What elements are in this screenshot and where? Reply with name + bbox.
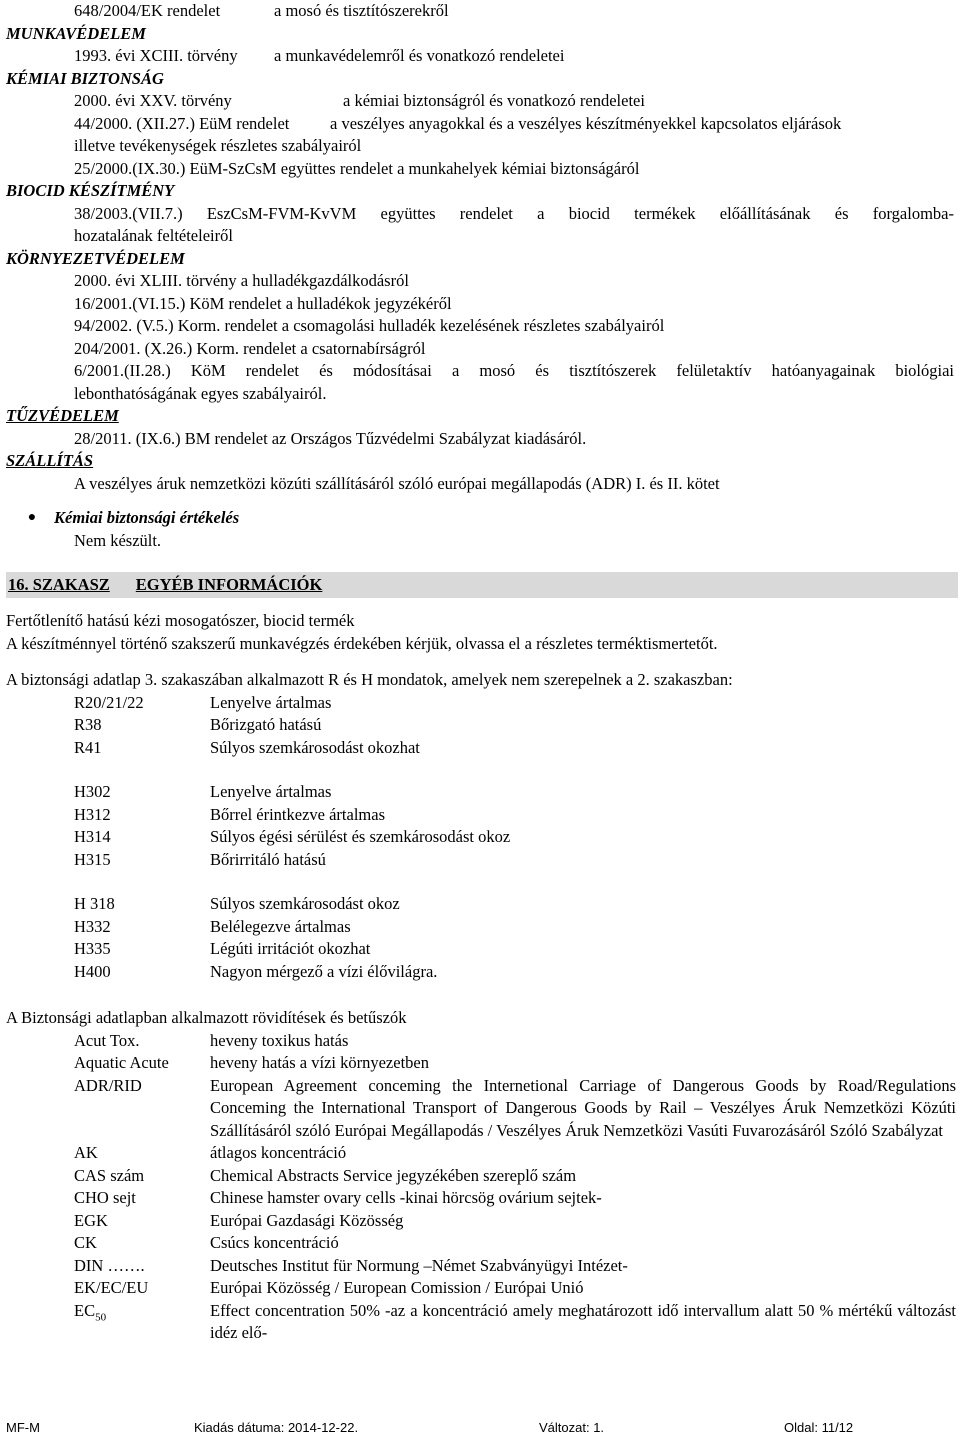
phrase-code: R20/21/22 [74, 692, 144, 712]
phrase-code: H302 [74, 782, 111, 801]
abbreviation-key-sub: 50 [95, 1310, 107, 1323]
abbreviation-value: Chinese hamster ovary cells -kinai hörcsög ovárium sejtek- [210, 1188, 602, 1207]
heading-tuzvedelem: TŰZVÉDELEM [6, 406, 119, 425]
abbreviation-value: Csúcs koncentráció [210, 1233, 339, 1252]
h-phrase-list [6, 781, 956, 871]
abbreviation-value: heveny toxikus hatás [210, 1030, 349, 1050]
phrase-text: Lenyelve ártalmas [210, 782, 332, 801]
phrase-row [6, 826, 956, 849]
abbreviation-row [6, 1277, 956, 1300]
reg-line: 94/2002. (V.5.) Korm. rendelet a csomagolási hulladék kezelésének részletes szabályairól [74, 316, 665, 335]
reg-line [6, 0, 956, 23]
phrase-code: H335 [74, 939, 111, 958]
reg-code: 648/2004/EK rendelet [74, 1, 221, 20]
phrase-code: R41 [74, 737, 102, 757]
abbreviations-title: A Biztonsági adatlapban alkalmazott rövidítések és betűszók [6, 1008, 407, 1027]
bullet-icon: ● [27, 510, 37, 525]
info-paragraph: Fertőtlenítő hatású kézi mosogatószer, biocid termék [6, 611, 355, 630]
phrase-text: Súlyos szemkárosodást okozhat [210, 737, 420, 757]
h-phrase-list [6, 893, 956, 983]
phrase-row [6, 916, 956, 939]
assessment-item [6, 507, 956, 530]
abbreviation-row [6, 1187, 956, 1210]
abbreviation-key: CAS szám [74, 1165, 145, 1185]
phrase-code: H400 [74, 961, 111, 981]
phrase-row [6, 849, 956, 872]
footer-issue-date: Kiadás dátuma: 2014-12-22. [194, 1420, 359, 1435]
abbreviation-value: Európai Gazdasági Közösség [210, 1210, 404, 1230]
reg-code: 1993. évi XCIII. törvény [74, 46, 238, 65]
abbreviation-list [6, 1030, 956, 1300]
phrase-text: Belélegezve ártalmas [210, 916, 351, 936]
info-paragraph: A biztonsági adatlap 3. szakaszában alkalmazott R és H mondatok, amelyek nem szerepelnek a 2. szakaszban: [6, 670, 733, 689]
abbreviation-key: EGK [74, 1210, 108, 1230]
section-16-header [6, 572, 958, 598]
abbreviation-row [6, 1232, 956, 1255]
abbreviation-key: DIN ……. [74, 1255, 145, 1275]
reg-line: 204/2001. (X.26.) Korm. rendelet a csatornabírságról [74, 338, 426, 358]
reg-code: 44/2000. (XII.27.) EüM rendelet [74, 113, 290, 133]
abbreviation-row [6, 1075, 956, 1143]
footer-page-number: Oldal: 11/12 [784, 1420, 854, 1435]
phrase-row [6, 961, 956, 984]
reg-text-cont: hozatalának feltételeiről [74, 226, 233, 245]
reg-line [6, 45, 956, 68]
reg-code: 2000. évi XXV. törvény [74, 91, 232, 110]
abbreviation-value: Deutsches Institut für Normung –Német Szabványügyi Intézet- [210, 1255, 628, 1275]
assessment-value: Nem készült. [74, 530, 162, 550]
abbreviation-value: Chemical Abstracts Service jegyzékében szereplő szám [210, 1165, 577, 1185]
footer-doc: MF-M [6, 1420, 40, 1435]
phrase-text: Nagyon mérgező a vízi élővilágra. [210, 961, 438, 981]
heading-kornyezetvedelem: KÖRNYEZETVÉDELEM [6, 248, 185, 268]
phrase-text: Lenyelve ártalmas [210, 692, 332, 712]
phrase-text: Légúti irritációt okozhat [210, 939, 371, 958]
reg-line: 25/2000.(IX.30.) EüM-SzCsM együttes rendelet a munkahelyek kémiai biztonságáról [74, 158, 640, 178]
abbreviation-value: Effect concentration 50% -az a koncentráció amely meghatározott idő intervallum alatt 50 % mértékű változást idéz elő- [210, 1300, 956, 1342]
abbreviation-value: Európai Közösség / European Comission / Európai Unió [210, 1278, 584, 1297]
reg-text-cont: lebonthatóságának egyes szabályairól. [74, 383, 327, 403]
reg-text: 38/2003.(VII.7.) EszCsM-FVM-KvVM együttes rendelet a biocid termékek előállításának és forgalomba- [74, 203, 954, 223]
heading-kemiai-biztonsag: KÉMIAI BIZTONSÁG [6, 68, 164, 88]
phrase-code: R38 [74, 715, 102, 734]
phrase-row [6, 893, 956, 916]
abbreviation-row [6, 1030, 956, 1053]
phrase-text: Bőrirritáló hatású [210, 849, 326, 869]
reg-line [6, 90, 956, 113]
reg-line: A veszélyes áruk nemzetközi közúti szállításáról szóló európai megállapodás (ADR) I. és II. kötet [74, 473, 720, 493]
abbreviation-key: CHO sejt [74, 1188, 136, 1207]
reg-text: a munkavédelemről és vonatkozó rendeletei [274, 46, 565, 65]
reg-line [6, 113, 956, 136]
phrase-text: Bőrrel érintkezve ártalmas [210, 804, 385, 824]
reg-line-cont: illetve tevékenységek részletes szabályairól [74, 136, 362, 155]
abbreviation-key-main: EC [74, 1300, 96, 1320]
reg-line: 2000. évi XLIII. törvény a hulladékgazdálkodásról [74, 271, 409, 290]
phrase-row [6, 781, 956, 804]
heading-biocid: BIOCID KÉSZÍTMÉNY [6, 181, 175, 200]
heading-munkavedelem: MUNKAVÉDELEM [6, 23, 146, 43]
reg-block [6, 203, 954, 248]
abbreviation-row [6, 1210, 956, 1233]
assessment-title: Kémiai biztonsági értékelés [54, 508, 240, 527]
phrase-code: H312 [74, 804, 111, 824]
phrase-code: H314 [74, 827, 111, 846]
reg-text: a mosó és tisztítószerekről [274, 1, 449, 20]
reg-block [6, 360, 954, 405]
phrase-row [6, 737, 956, 760]
phrase-row [6, 714, 956, 737]
phrase-row [6, 938, 956, 961]
abbreviation-row [6, 1165, 956, 1188]
phrase-text: Súlyos égési sérülést és szemkárosodást okoz [210, 827, 511, 846]
phrase-row [6, 804, 956, 827]
abbreviation-value: European Agreement conceming the Internetional Carriage of Dangerous Goods by Road/Regulations Conceming the International Transport of Dangerous Goods by Rail – Veszélyes Áruk Nemzetközi Közúti Szállításáról szóló Európai Megállapodás / Veszélyes Áruk Nemzetközi Vasúti Fuvarozásáról Szóló Szabályzat [210, 1075, 956, 1140]
phrase-code: H332 [74, 916, 111, 936]
reg-line: 28/2011. (IX.6.) BM rendelet az Országos Tűzvédelmi Szabályzat kiadásáról. [74, 428, 587, 448]
abbreviation-key: ADR/RID [74, 1075, 142, 1095]
abbreviation-key: EK/EC/EU [74, 1278, 149, 1297]
reg-text: a kémiai biztonságról és vonatkozó rendeletei [343, 91, 645, 110]
section-title: EGYÉB INFORMÁCIÓK [135, 575, 323, 594]
abbreviation-row [6, 1255, 956, 1278]
phrase-row [6, 692, 956, 715]
page-footer [6, 1420, 956, 1436]
phrase-code: H315 [74, 849, 111, 869]
reg-line: 16/2001.(VI.15.) KöM rendelet a hulladékok jegyzékéről [74, 293, 452, 313]
phrase-code: H 318 [74, 894, 115, 913]
abbreviation-row [6, 1142, 956, 1165]
abbreviation-key: AK [74, 1143, 98, 1162]
abbreviation-key [6, 1300, 210, 1345]
info-paragraph: A készítménnyel történő szakszerű munkavégzés érdekében kérjük, olvassa el a részletes terméktismertetőt. [6, 633, 718, 653]
r-phrase-list [6, 692, 956, 760]
phrase-text: Bőrizgató hatású [210, 715, 322, 734]
abbreviation-value: heveny hatás a vízi környezetben [210, 1053, 429, 1072]
reg-text: 6/2001.(II.28.) KöM rendelet és módosításai a mosó és tisztítószerek felületaktív hatóanyagainak biológiai [74, 361, 954, 380]
section-number: 16. SZAKASZ [8, 575, 110, 594]
document-page [6, 0, 956, 1345]
phrase-text: Súlyos szemkárosodást okoz [210, 894, 400, 913]
abbreviation-row [6, 1300, 956, 1345]
abbreviation-key: Acut Tox. [74, 1030, 140, 1050]
abbreviation-row [6, 1052, 956, 1075]
abbreviation-key: CK [74, 1233, 97, 1252]
heading-szallitas: SZÁLLÍTÁS [6, 451, 94, 470]
abbreviation-value: átlagos koncentráció [210, 1143, 347, 1162]
reg-text: a veszélyes anyagokkal és a veszélyes készítményekkel kapcsolatos eljárások [330, 113, 842, 133]
footer-version: Változat: 1. [539, 1420, 605, 1435]
abbreviation-key: Aquatic Acute [74, 1053, 169, 1072]
